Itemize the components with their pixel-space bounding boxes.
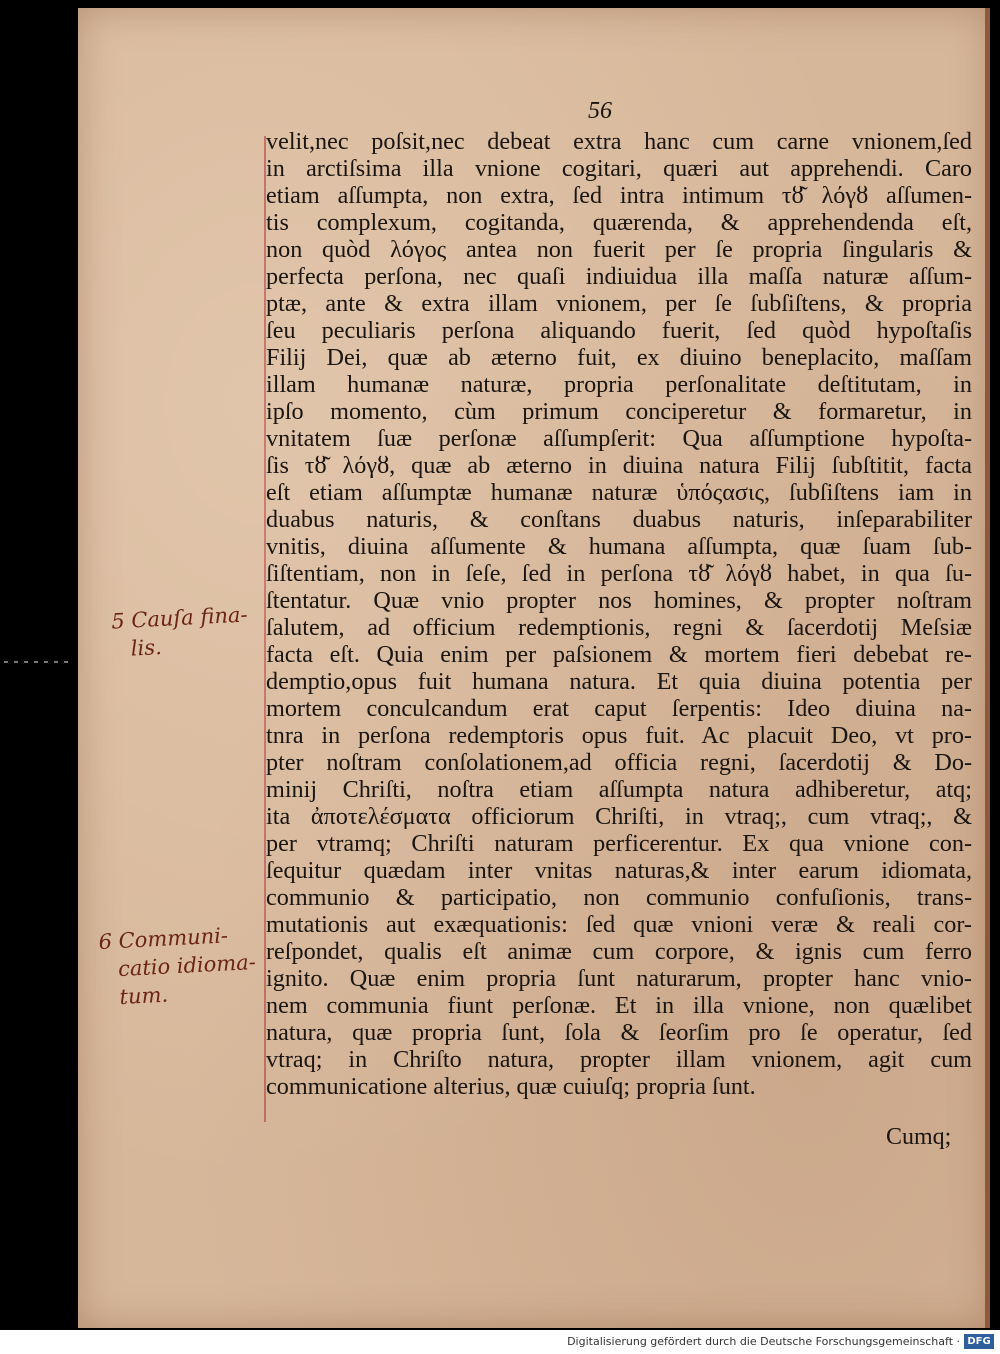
margin-note-causa-finalis [111,600,250,663]
text-line: ita ἀποτελέσματα officiorum Chriſti, in vtraq;, cum vtraq;, & [266,803,972,830]
text-line: per vtramq; Chriſti naturam perficerentur. Ex qua vnione con- [266,830,972,857]
margin-note-line: lis. [130,635,163,661]
text-line: vnitatem ſuæ perſonæ aſſumpſerit: Qua aſſumptione hypoſta- [266,425,972,452]
margin-note-line: 5 Cauſa fina- [110,602,249,634]
text-line: ſiſtentiam, non in ſeſe, ſed in perſona τȣ͂ λόγȣ habet, in qua ſu- [266,560,972,587]
footer-bar [0,1330,1000,1354]
text-line: ſtentatur. Quæ vnio propter nos homines, & propter noſtram [266,587,972,614]
scan-background-right [990,0,1000,1330]
text-line: mortem conculcandum erat caput ſerpentis: Ideo diuina na- [266,695,972,722]
text-line: vnitis, diuina aſſumente & humana aſſumpta, quæ ſuam ſub- [266,533,972,560]
text-line: etiam aſſumpta, non extra, ſed intra intimum τȣ͂ λόγȣ aſſumen- [266,182,972,209]
text-line: non quòd λόγος antea non fuerit per ſe propria ſingularis & [266,236,972,263]
text-line: ipſo momento, cùm primum conciperetur & formaretur, in [266,398,972,425]
text-line: communicatione alterius, quæ cuiuſq; propria ſunt. [266,1073,756,1100]
text-line: ptæ, ante & extra illam vnionem, per ſe ſubſiſtens, & propria [266,290,972,317]
text-line: ſeu peculiaris perſona aliquando fuerit, ſed quòd hypoſtaſis [266,317,972,344]
dfg-logo: DFG [964,1334,994,1349]
text-line: in arctiſsima illa vnione cogitari, quæri aut apprehendi. Caro [266,155,972,182]
margin-note-line: 6 Communi- [98,923,229,955]
text-line: eſt etiam aſſumptæ humanæ naturæ ὑπόςασις, ſubſiſtens iam in [266,479,972,506]
text-line: illam humanæ naturæ, propria perſonalitate deſtitutam, in [266,371,972,398]
body-text [266,128,972,1100]
text-line: vtraq; in Chriſto natura, propter illam vnionem, agit cum [266,1046,972,1073]
text-line: natura, quæ propria ſunt, ſola & ſeorſim pro ſe operatur, ſed [266,1019,972,1046]
text-line: mutationis aut exæquationis: ſed quæ vnioni veræ & reali cor- [266,911,972,938]
catchword: Cumq; [886,1124,952,1150]
text-line: ſis τȣ͂ λόγȣ, quæ ab æterno in diuina natura Filij ſubſtitit, facta [266,452,972,479]
margin-note-communicatio [98,920,258,1012]
text-line: ignito. Quæ enim propria ſunt naturarum, propter hanc vnio- [266,965,972,992]
text-line: Filij Dei, quæ ab æterno fuit, ex diuino beneplacito, maſſam [266,344,972,371]
text-line: tis complexum, cogitanda, quærenda, & apprehendenda eſt, [266,209,972,236]
text-line: minij Chriſti, noſtra etiam aſſumpta natura adhiberetur, atq; [266,776,972,803]
text-line: facta eſt. Quia enim per paſsionem & mortem fieri debebat re- [266,641,972,668]
funding-credit: Digitalisierung gefördert durch die Deutsche Forschungsgemeinschaft · [567,1335,960,1348]
text-line: demptio,opus fuit humana natura. Et quia diuina potentia per [266,668,972,695]
margin-note-line: tum. [118,982,169,1010]
text-line: tnra in perſona redemptoris opus fuit. Ac placuit Deo, vt pro- [266,722,972,749]
binding-marks [0,655,78,669]
text-line: ſequitur quædam inter vnitas naturas,& inter earum idiomata, [266,857,972,884]
text-line: reſpondet, qualis eſt animæ cum corpore, & ignis cum ferro [266,938,972,965]
text-line: duabus naturis, & conſtans duabus naturis, inſeparabiliter [266,506,972,533]
margin-note-line: catio idioma- [117,949,257,982]
text-line: velit,nec poſsit,nec debeat extra hanc cum carne vnionem,ſed [266,128,972,155]
page-number: 56 [588,98,612,124]
text-line: perfecta perſona, nec quaſi indiuidua illa maſſa naturæ aſſum- [266,263,972,290]
text-line: communio & participatio, non communio confuſionis, trans- [266,884,972,911]
text-line: pter noſtram conſolationem,ad officia regni, ſacerdotij & Do- [266,749,972,776]
text-line: nem communia fiunt perſonæ. Et in illa vnione, non quælibet [266,992,972,1019]
text-line: ſalutem, ad officium redemptionis, regni & ſacerdotij Meſsiæ [266,614,972,641]
